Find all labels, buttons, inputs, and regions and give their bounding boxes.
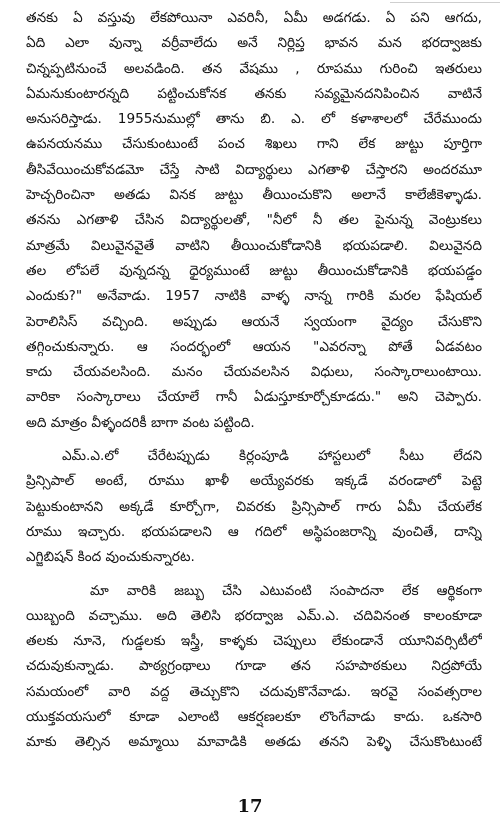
text-line: వారికా సంస్కారాలు చేయాలే గానీ ఏడుస్తూకూర్చోకూడదు." అని చెప్పారు. <box>26 389 482 406</box>
text-line: అనుసరిస్తాడు. 1955నుముల్లో తాను బి. ఎ. లో కళాశాలలో చేరేముందు <box>26 111 482 128</box>
text-line: తగ్గించుకున్నారు. ఆ సందర్భంలో ఆయన "ఎవరన్నా పోతే ఏడవటం <box>26 338 482 355</box>
scan-edge-mark <box>390 2 500 3</box>
text-line: సమయంలో వారి వద్ద తెచ్చుకొని చదువుకొనేవాడు. ఇరవై సంవత్సరాల <box>26 683 482 700</box>
text-line: కాదు చేయవలసింది. మనం చేయవలసిన విధులు, సంస్కారాలుంటాయి. <box>26 364 482 381</box>
text-line: ఎగ్జిబిషన్ కింద వుంచుకున్నారట. <box>26 549 195 566</box>
paragraph-gap <box>26 436 482 444</box>
text-line: మా వారికి జబ్బు చేసి ఎటువంటి సంపాదనా లేక ఆర్థికంగా <box>90 582 482 599</box>
text-line: పెట్టుకుంటానని అక్కడే కూర్చోగా, చివరకు ప్రిన్సిపాల్ గారు ఏమీ చేయలేక <box>26 498 482 515</box>
text-line: మాకు తెల్సిన అమ్మాయి మావాడికి అతడు తనని పెళ్ళి చేసుకొంటుంటే <box>26 734 482 751</box>
page-number: 17 <box>237 796 263 817</box>
text-line: ప్రిన్సిపాల్ అంటే, రూము ఖాళీ అయ్యేవరకు ఇక్కడే వరండాలో పెట్టె <box>26 473 482 490</box>
text-line: యిబ్బంది వచ్చాము. అది తెలిసి భరద్వాజ ఎమ్.ఎ. చదివినంత కాలంకూడా <box>26 607 482 624</box>
text-line: తల లోపలే వున్నదన్న ధైర్యముంటే జుట్టు తీయించుకోడానికి భయపడ్డం <box>26 262 482 279</box>
text-line: ఎందుకు?" అనేవాడు. 1957 నాటికి వాళ్ళ నాన్న గారికి మరల ఫేషియల్ <box>26 288 482 305</box>
body-text <box>26 6 482 756</box>
text-line: తనను ఎగతాళి చేసిన విద్యార్థులతో, "నీలో నీ తల పైనున్న వెంట్రుకలు <box>26 212 482 229</box>
text-line: హెచ్చరించినా అతడు వినక జుట్టు తీయించుకొని అలానే కాలేజీకెళ్ళాడు. <box>26 187 482 204</box>
text-line: పెరాలిసిస్ వచ్చింది. అప్పుడు ఆయనే స్వయంగా వైద్యం చేసుకొని <box>26 313 482 330</box>
text-line: అది మాత్రం వీళ్ళందరికీ బాగా వంట పట్టింది. <box>26 414 255 431</box>
text-line: ఎమ్.ఎ.లో చేరేటప్పుడు కిర్లంపూడి హాస్టలులో సీటు లేదని <box>62 448 482 465</box>
text-line: చిన్నప్పటినుంచే అలవడింది. తన వేషము , రూపము గురించి ఇతరులు <box>26 60 482 77</box>
paragraph-gap <box>26 571 482 579</box>
text-line: ఏది ఎలా వున్నా వర్రీవాలేదు అనే నిర్లిప్త భావన మన భరద్వాజకు <box>26 35 482 52</box>
text-line: ఏమనుకుంటారన్నది పట్టించుకోనక తనకు సవ్యమైనదనిపించిన వాటినే <box>26 85 482 102</box>
text-line: చదువుకున్నాడు. పాఠ్యగ్రంథాలు గూడా తన సహపాఠకులు నిద్రపోయే <box>26 658 482 675</box>
text-line: మాత్రమే విలువైనవైతే వాటిని తీయించుకోడానికి భయపడాలి. విలువైనది <box>26 237 482 254</box>
text-line: తీసివేయించుకోవడమో చేస్తే సాటి విద్యార్థులు ఎగతాళి చేస్తారని అందరమూ <box>26 161 482 178</box>
text-line: ఉపనయనము చేసుకుంటుంటే పంచ శిఖలు గాని లేక జుట్టు పూర్తిగా <box>26 136 482 153</box>
text-line: రూము ఇచ్చారు. భయపడాలని ఆ గదిలో అస్థిపంజరాన్ని వుంచితే, దాన్ని <box>26 523 482 540</box>
text-line: తలకు నూనె, గుడ్డలకు ఇస్త్రీ, కాళ్ళకు చెప్పులు లేకుండానే యూనివర్సిటీలో <box>26 633 482 650</box>
text-line: యుక్తవయసులో కూడా ఎలాంటి ఆకర్షణలకూ లొంగేవాడు కాదు. ఒకసారి <box>26 709 482 726</box>
text-line: తనకు ఏ వస్తువు లేకపోయినా ఎవరినీ, ఏమీ అడగడు. ఏ పని ఆగదు, <box>26 10 482 26</box>
